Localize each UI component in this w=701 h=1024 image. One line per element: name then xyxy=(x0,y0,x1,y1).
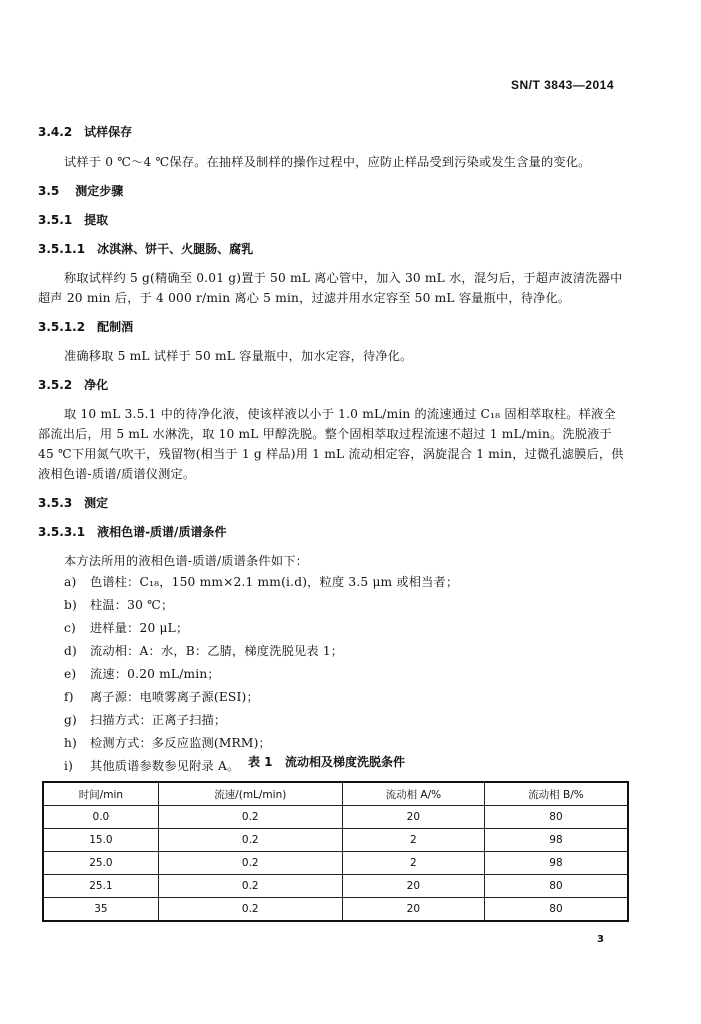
list-marker: e) xyxy=(64,667,77,681)
heading-title: 净化 xyxy=(84,378,109,392)
heading-title: 液相色谱-质谱/质谱条件 xyxy=(97,525,227,539)
heading-title: 测定 xyxy=(84,496,109,510)
paragraph-3-5-1-1-line2: 超声 20 min 后，于 4 000 r/min 离心 5 min，过滤并用水定容至 50 mL 容量瓶中，待净化。 xyxy=(38,291,571,305)
table-cell: 0.2 xyxy=(158,829,342,852)
list-item xyxy=(64,711,226,728)
list-item xyxy=(64,688,259,705)
table-cell: 0.2 xyxy=(158,875,342,898)
list-item xyxy=(64,642,343,659)
list-marker: g) xyxy=(64,713,77,727)
list-text: 色谱柱：C₁₈，150 mm×2.1 mm(i.d)，粒度 3.5 μm 或相当者； xyxy=(90,575,459,589)
list-marker: c) xyxy=(64,621,76,635)
table-cell: 15.0 xyxy=(43,829,158,852)
gradient-table xyxy=(42,781,629,922)
table-row xyxy=(43,875,628,898)
list-text: 进样量：20 μL； xyxy=(90,621,189,635)
table-header-row xyxy=(43,782,628,806)
list-item xyxy=(64,734,271,751)
standard-code: SN/T 3843—2014 xyxy=(510,78,614,92)
paragraph-3-5-3-1: 本方法所用的液相色谱-质谱/质谱条件如下： xyxy=(64,554,308,568)
column-header-flow-rate: 流速/(mL/min) xyxy=(158,782,342,806)
heading-number: 3.5.3 xyxy=(38,496,73,510)
list-text: 离子源：电喷雾离子源(ESI)； xyxy=(90,690,259,704)
heading-number: 3.4.2 xyxy=(38,125,73,139)
list-text: 检测方式：多反应监测(MRM)； xyxy=(90,736,271,750)
table-cell: 25.0 xyxy=(43,852,158,875)
heading-title: 试样保存 xyxy=(84,125,133,139)
table-cell: 0.2 xyxy=(158,898,342,922)
table-cell: 98 xyxy=(484,829,628,852)
table-cell: 2 xyxy=(342,852,484,875)
table-cell: 98 xyxy=(484,852,628,875)
paragraph-3-5-2-line3: 45 ℃下用氮气吹干，残留物(相当于 1 g 样品)用 1 mL 流动相定容，涡旋混合 1 min，过微孔滤膜后，供 xyxy=(38,447,624,461)
heading-number: 3.5.1.2 xyxy=(38,320,86,334)
table-row xyxy=(43,806,628,829)
list-marker: i) xyxy=(64,759,74,773)
table-cell: 35 xyxy=(43,898,158,922)
list-item xyxy=(64,573,458,590)
heading-3-5-1 xyxy=(38,211,108,228)
heading-number: 3.5.3.1 xyxy=(38,525,86,539)
table-row xyxy=(43,898,628,922)
heading-number: 3.5 xyxy=(38,184,60,198)
heading-title: 测定步骤 xyxy=(75,184,124,198)
paragraph-3-5-2-line4: 液相色谱-质谱/质谱仪测定。 xyxy=(38,467,196,481)
paragraph-3-4-2: 试样于 0 ℃～4 ℃保存。在抽样及制样的操作过程中，应防止样品受到污染或发生含量的变化。 xyxy=(64,155,591,169)
table-row xyxy=(43,829,628,852)
column-header-time: 时间/min xyxy=(43,782,158,806)
heading-number: 3.5.1 xyxy=(38,213,73,227)
heading-3-5-1-2 xyxy=(38,318,133,335)
paragraph-3-5-1-2: 准确移取 5 mL 试样于 50 mL 容量瓶中，加水定容，待净化。 xyxy=(64,349,413,363)
table-caption: 表 1 流动相及梯度洗脱条件 xyxy=(248,755,406,769)
paragraph-3-5-1-1-line1: 称取试样约 5 g(精确至 0.01 g)置于 50 mL 离心管中，加入 30 mL 水，混匀后，于超声波清洗器中 xyxy=(64,271,623,285)
heading-number: 3.5.2 xyxy=(38,378,73,392)
table-row xyxy=(43,852,628,875)
paragraph-3-5-2-line1: 取 10 mL 3.5.1 中的待净化液，使该样液以小于 1.0 mL/min 的流速通过 C₁₈ 固相萃取柱。样液全 xyxy=(64,407,616,421)
heading-title: 提取 xyxy=(84,213,109,227)
list-text: 流速：0.20 mL/min； xyxy=(90,667,220,681)
table-cell: 0.2 xyxy=(158,852,342,875)
table-cell: 20 xyxy=(342,898,484,922)
list-marker: a) xyxy=(64,575,77,589)
list-item xyxy=(64,665,220,682)
table-cell: 0.0 xyxy=(43,806,158,829)
list-marker: f) xyxy=(64,690,74,704)
list-text: 流动相：A：水，B：乙腈，梯度洗脱见表 1； xyxy=(90,644,344,658)
heading-3-5-3-1 xyxy=(38,523,226,540)
table-cell: 80 xyxy=(484,806,628,829)
list-text: 扫描方式：正离子扫描； xyxy=(90,713,227,727)
heading-title: 冰淇淋、饼干、火腿肠、腐乳 xyxy=(97,242,254,256)
heading-number: 3.5.1.1 xyxy=(38,242,86,256)
list-item xyxy=(64,596,173,613)
column-header-mobile-phase-b: 流动相 B/% xyxy=(484,782,628,806)
list-text: 其他质谱参数参见附录 A。 xyxy=(90,759,240,773)
heading-3-4-2 xyxy=(38,123,132,140)
table-cell: 80 xyxy=(484,875,628,898)
list-item xyxy=(64,757,239,774)
list-marker: d) xyxy=(64,644,77,658)
table-cell: 80 xyxy=(484,898,628,922)
table-cell: 2 xyxy=(342,829,484,852)
page-number: 3 xyxy=(597,934,604,945)
list-text: 柱温：30 ℃； xyxy=(90,598,174,612)
heading-3-5 xyxy=(38,182,123,199)
column-header-mobile-phase-a: 流动相 A/% xyxy=(342,782,484,806)
table-cell: 20 xyxy=(342,806,484,829)
table-cell: 0.2 xyxy=(158,806,342,829)
list-item xyxy=(64,619,188,636)
table-cell: 20 xyxy=(342,875,484,898)
heading-3-5-2 xyxy=(38,376,108,393)
heading-title: 配制酒 xyxy=(97,320,134,334)
paragraph-3-5-2-line2: 部流出后，用 5 mL 水淋洗，取 10 mL 甲醇洗脱。整个固相萃取过程流速不超过 1 mL/min。洗脱液于 xyxy=(38,427,612,441)
heading-3-5-3 xyxy=(38,494,108,511)
heading-3-5-1-1 xyxy=(38,240,253,257)
list-marker: b) xyxy=(64,598,77,612)
list-marker: h) xyxy=(64,736,78,750)
table-cell: 25.1 xyxy=(43,875,158,898)
